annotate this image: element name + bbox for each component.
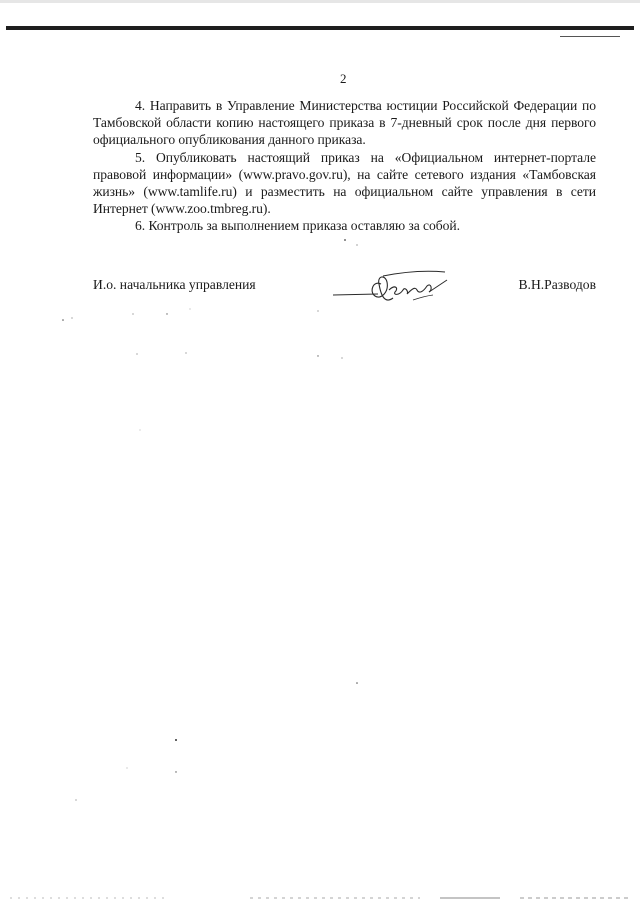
signatory-name: В.Н.Разводов [518, 277, 596, 292]
signatory-role: И.о. начальника управления [93, 277, 256, 292]
handwritten-signature-icon [323, 262, 473, 312]
scan-top-mark [560, 36, 620, 37]
document-body [93, 97, 596, 235]
signature-block [93, 274, 596, 324]
paragraph-6: 6. Контроль за выполнением приказа оставляю за собой. [135, 218, 460, 234]
scan-bottom-edge [0, 897, 640, 899]
scan-top-edge [0, 0, 640, 3]
page-number: 2 [340, 71, 347, 86]
scan-top-border [6, 26, 634, 30]
paragraph-5: 5. Опубликовать настоящий приказ на «Официальном интернет-портале правовой информации» (www.pravo.gov.ru), на сайте сетевого издания «Тамбовская жизнь» (www.tamlife.ru) и разместить на официальном сайте управления в сети Интернет (www.zoo.tmbreg.ru). [93, 149, 596, 217]
paragraph-4: 4. Направить в Управление Министерства юстиции Российской Федерации по Тамбовской области копию настоящего приказа в 7-дневный срок после дня первого официального опубликования данного приказа. [93, 98, 596, 148]
